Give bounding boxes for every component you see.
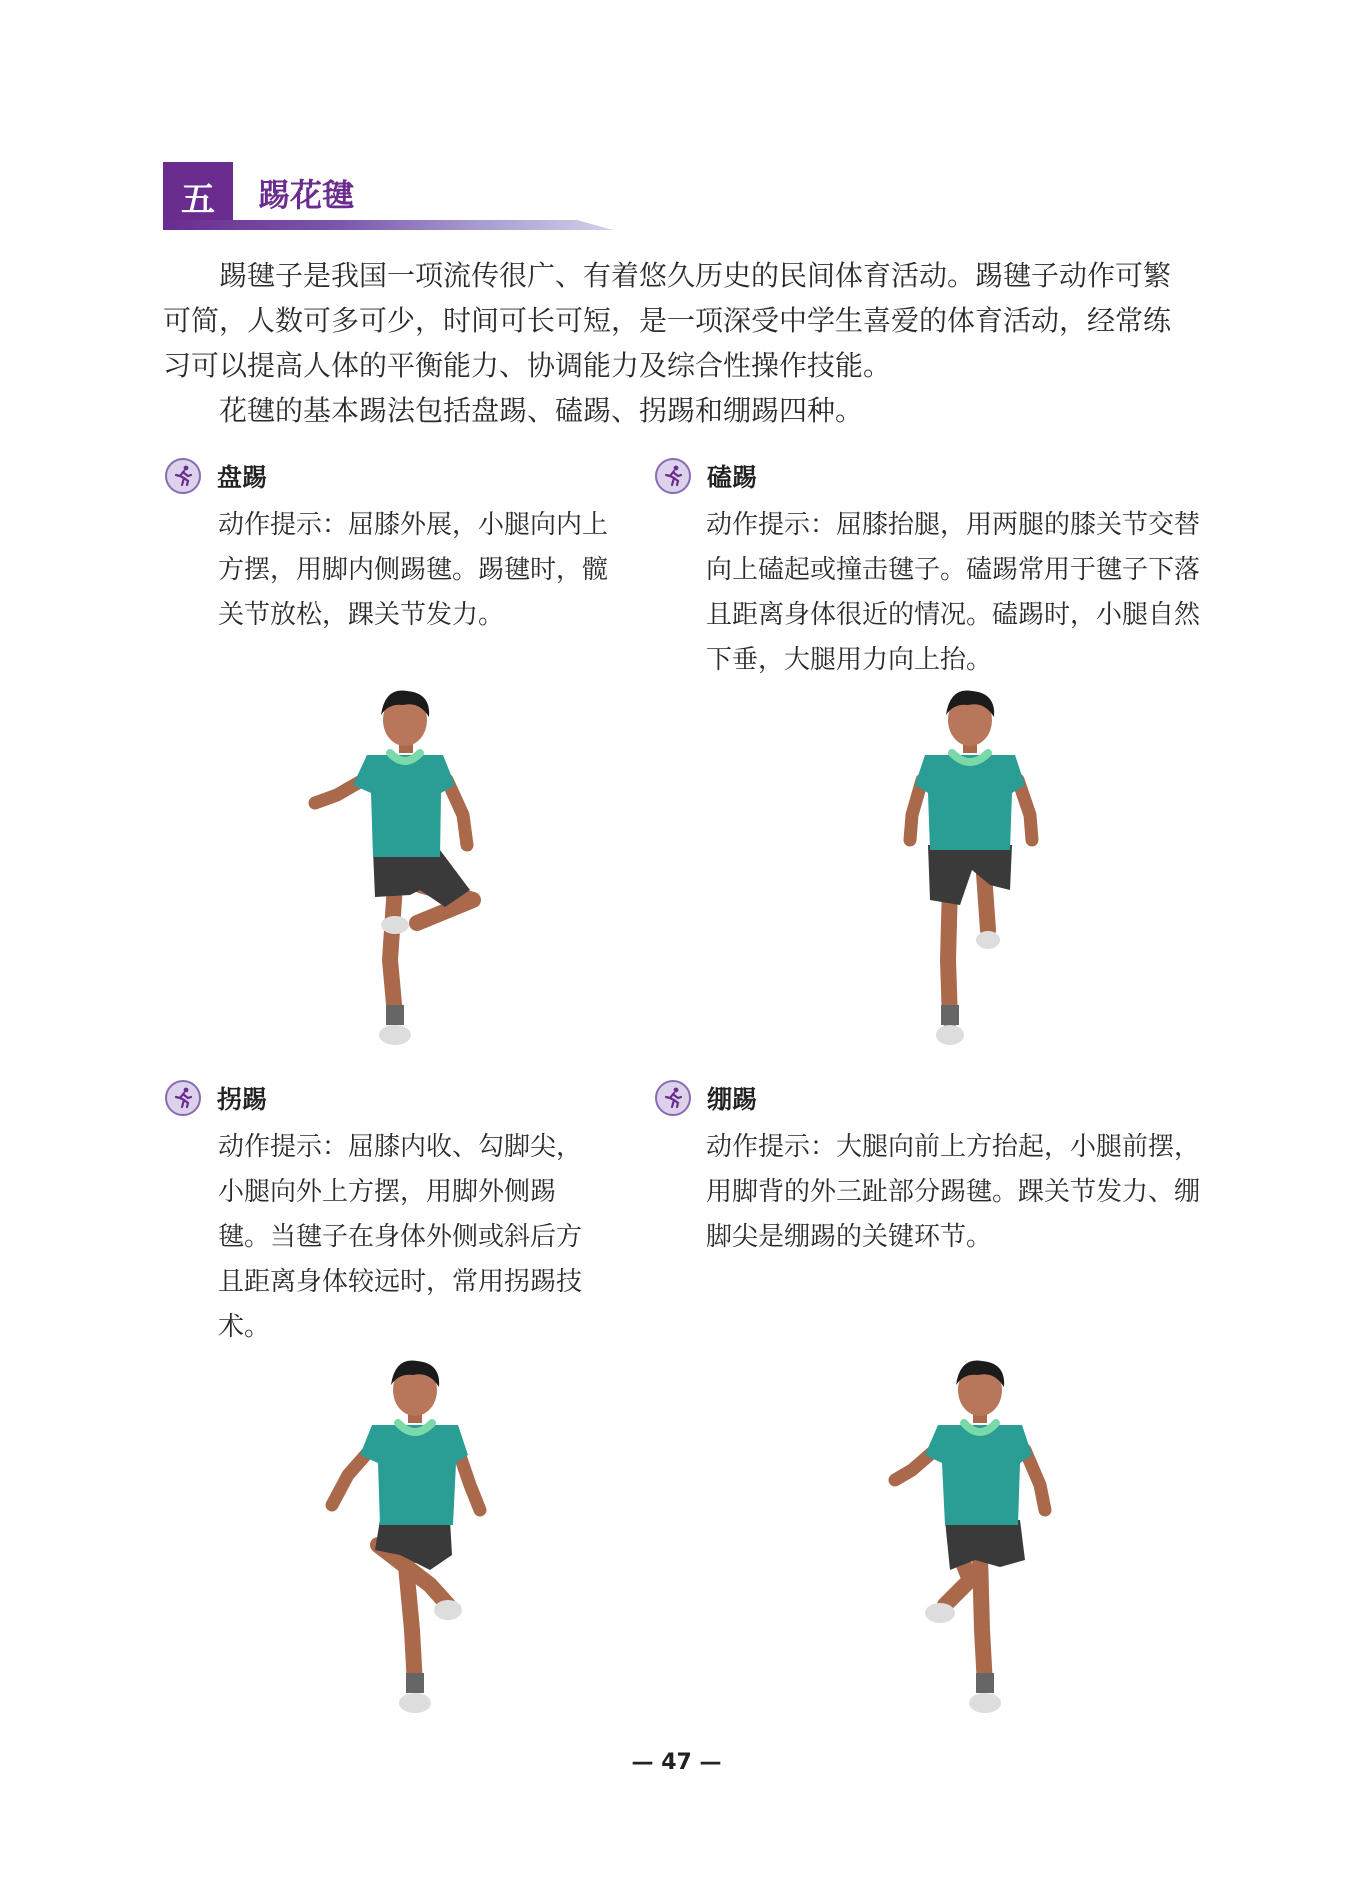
runner-icon bbox=[165, 1080, 201, 1116]
figure-bengti bbox=[880, 1355, 1080, 1725]
figure-panti bbox=[295, 685, 515, 1060]
section-underline bbox=[163, 220, 613, 230]
item-name: 拐踢 bbox=[217, 1085, 268, 1114]
page-number: — 47 — bbox=[631, 1750, 722, 1775]
item-title-panti bbox=[165, 458, 267, 494]
intro-text bbox=[163, 253, 1193, 433]
item-title-guaiti bbox=[165, 1080, 267, 1116]
figure-keti bbox=[890, 685, 1050, 1060]
item-title-keti bbox=[655, 458, 757, 494]
item-name: 盘踢 bbox=[217, 463, 268, 492]
intro-paragraph-1: 踢毽子是我国一项流传很广、有着悠久历史的民间体育活动。踢毽子动作可繁可简，人数可多可少，时间可长可短，是一项深受中学生喜爱的体育活动，经常练习可以提高人体的平衡能力、协调能力及综合性操作技能。 bbox=[163, 259, 1172, 382]
figure-guaiti bbox=[320, 1355, 520, 1725]
item-desc-panti: 动作提示：屈膝外展，小腿向内上方摆，用脚内侧踢毽。踢毽时，髋关节放松，踝关节发力。 bbox=[218, 510, 609, 630]
runner-icon bbox=[655, 1080, 691, 1116]
item-name: 绷踢 bbox=[707, 1085, 758, 1114]
intro-paragraph-2: 花毽的基本踢法包括盘踢、磕踢、拐踢和绷踢四种。 bbox=[219, 394, 864, 427]
item-desc-keti: 动作提示：屈膝抬腿，用两腿的膝关节交替向上磕起或撞击毽子。磕踢常用于毽子下落且距离身体很近的情况。磕踢时，小腿自然下垂，大腿用力向上抬。 bbox=[706, 510, 1201, 675]
item-title-bengti bbox=[655, 1080, 757, 1116]
item-desc-guaiti: 动作提示：屈膝内收、勾脚尖，小腿向外上方摆，用脚外侧踢毽。当毽子在身体外侧或斜后方且距离身体较远时，常用拐踢技术。 bbox=[218, 1132, 583, 1342]
item-desc-bengti: 动作提示：大腿向前上方抬起，小腿前摆，用脚背的外三趾部分踢毽。踝关节发力、绷脚尖是绷踢的关键环节。 bbox=[706, 1132, 1201, 1252]
section-number: 五 bbox=[163, 162, 233, 230]
section-title: 踢花毽 bbox=[258, 176, 355, 214]
runner-icon bbox=[165, 458, 201, 494]
section-header bbox=[163, 162, 613, 232]
item-name: 磕踢 bbox=[707, 463, 758, 492]
runner-icon bbox=[655, 458, 691, 494]
